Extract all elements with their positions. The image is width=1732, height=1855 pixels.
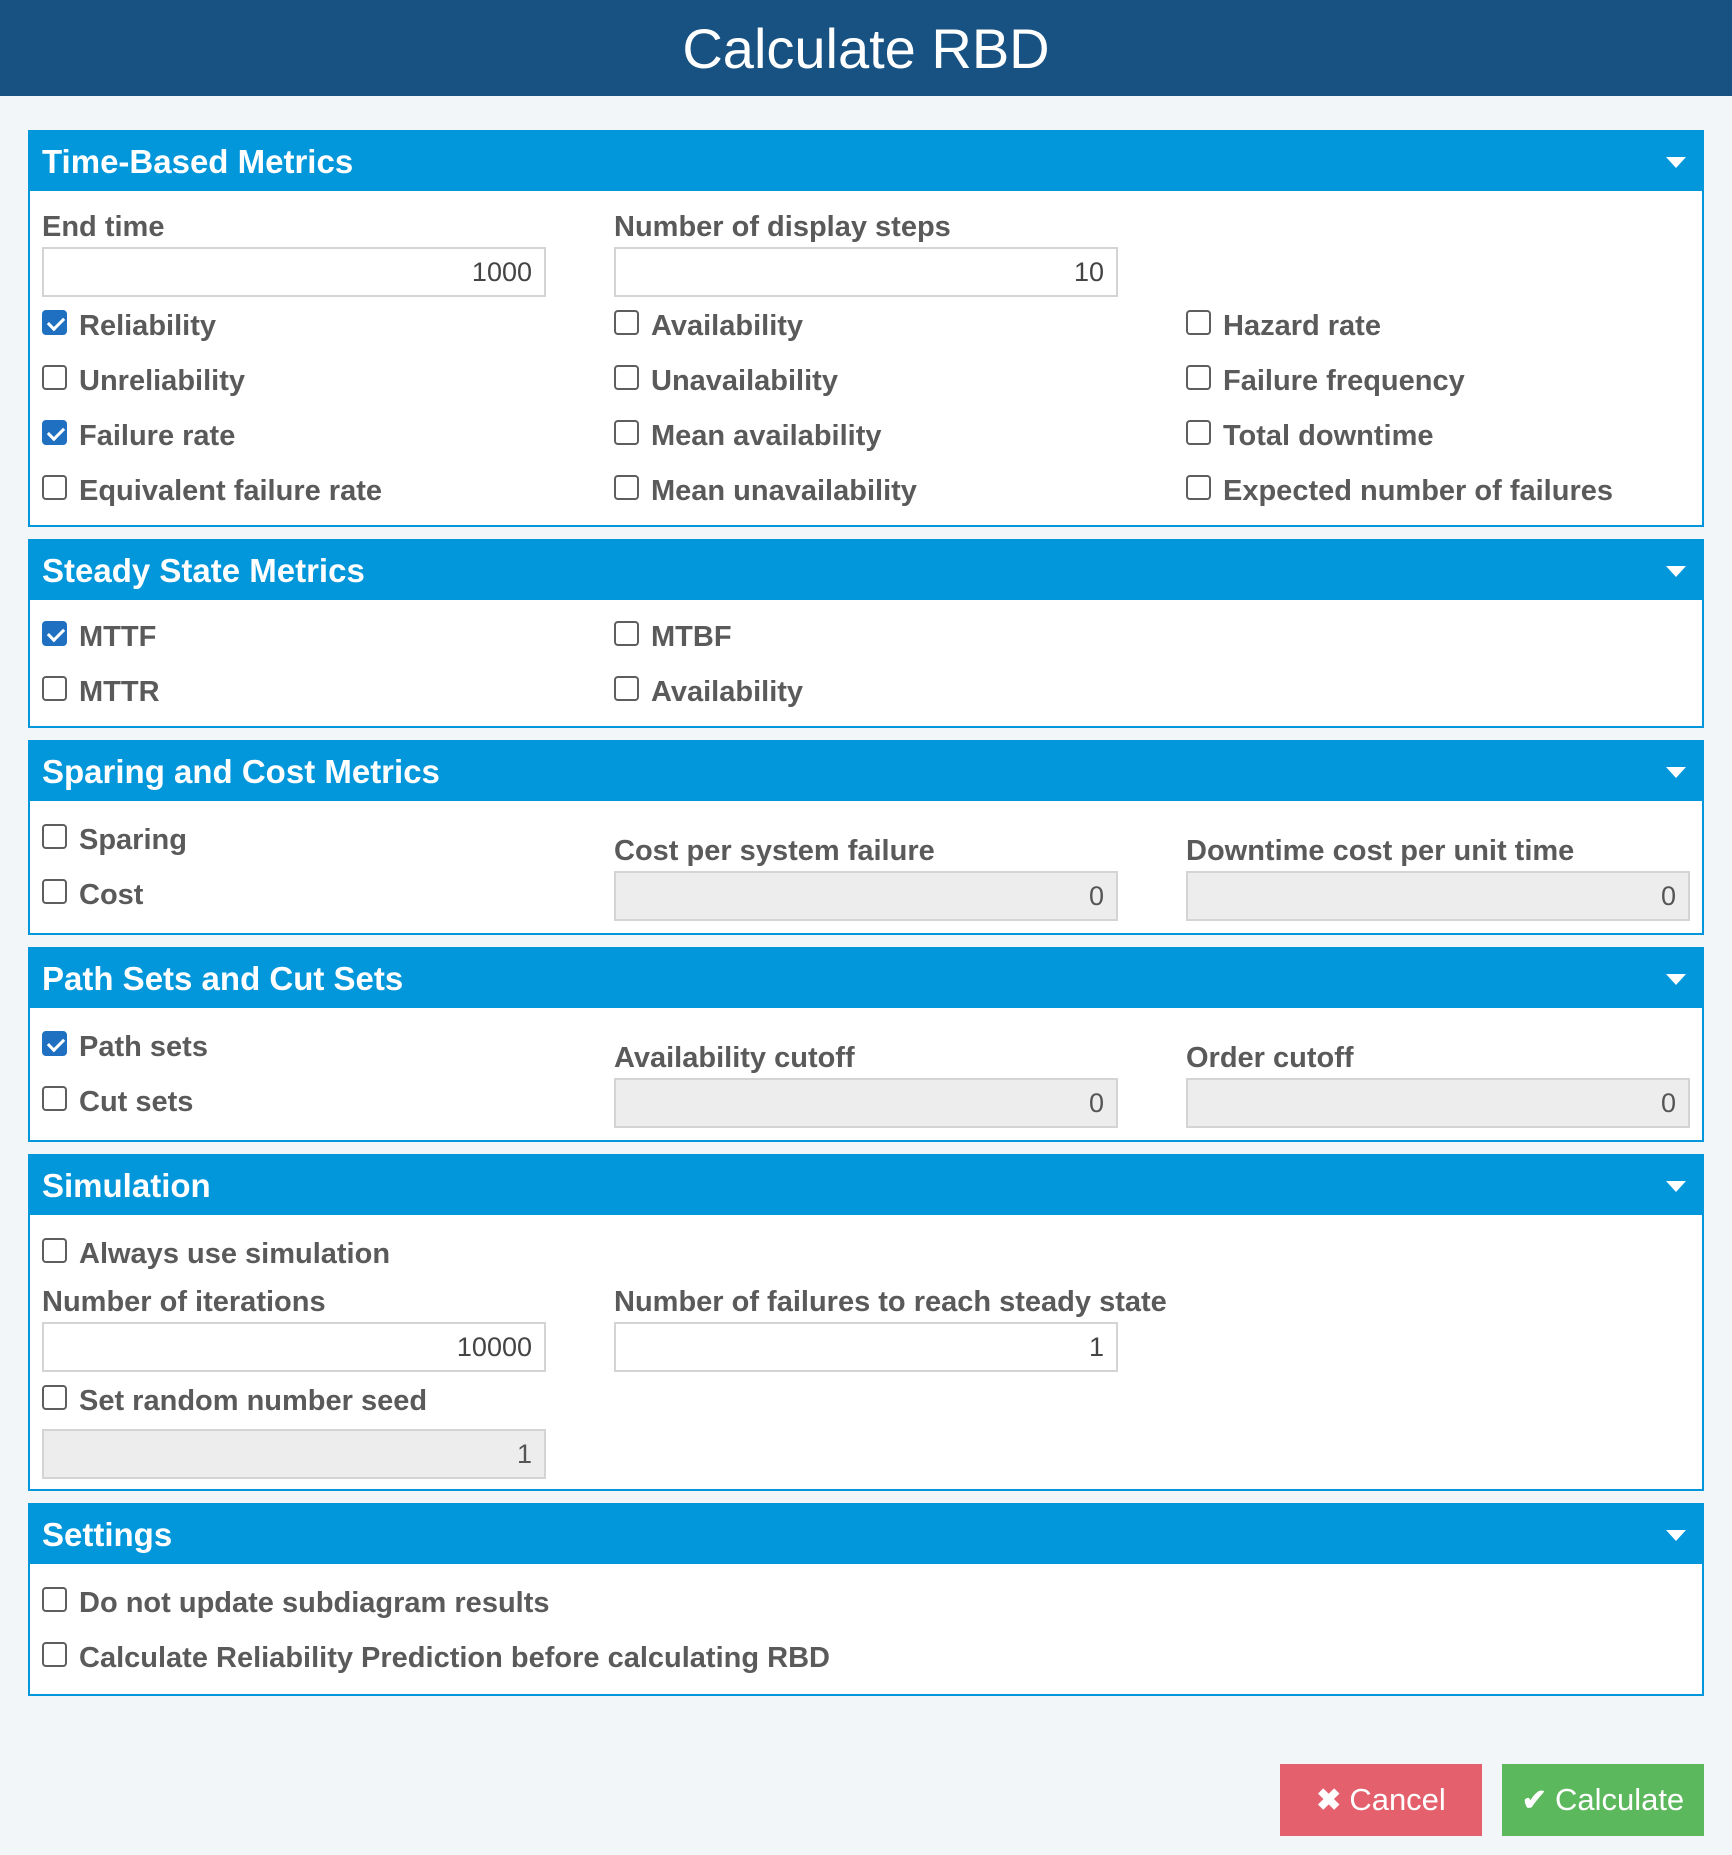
cost-per-failure-input[interactable] <box>614 871 1118 921</box>
hazard-rate-checkbox[interactable] <box>1186 299 1690 354</box>
sparing-cost-metrics-header[interactable] <box>30 742 1702 801</box>
checkbox-icon[interactable] <box>1186 475 1211 500</box>
downtime-cost-input[interactable] <box>1186 871 1690 921</box>
end-time-label: End time <box>42 211 165 243</box>
checkbox-label: MTTF <box>79 621 157 653</box>
collapse-caret-icon[interactable] <box>1666 157 1686 168</box>
mttf-checkbox[interactable] <box>42 610 614 665</box>
checkbox-label: Hazard rate <box>1223 310 1381 342</box>
simulation-panel <box>28 1154 1704 1491</box>
checkbox-label: Availability <box>651 310 804 342</box>
checkbox-label: Total downtime <box>1223 420 1434 452</box>
checkbox-icon[interactable] <box>42 1642 67 1667</box>
cancel-label: Cancel <box>1349 1782 1446 1817</box>
calc-prediction-checkbox[interactable] <box>42 1631 1690 1686</box>
collapse-caret-icon[interactable] <box>1666 1181 1686 1192</box>
panel-title: Time-Based Metrics <box>42 142 354 180</box>
cost-per-failure-label: Cost per system failure <box>614 835 935 867</box>
availability-cutoff-input[interactable] <box>614 1078 1118 1128</box>
checkbox-icon[interactable] <box>42 824 67 849</box>
collapse-caret-icon[interactable] <box>1666 974 1686 985</box>
order-cutoff-label: Order cutoff <box>1186 1042 1354 1074</box>
checkbox-label: MTTR <box>79 676 160 708</box>
checkbox-label: Do not update subdiagram results <box>79 1587 550 1619</box>
checkbox-checked-icon[interactable] <box>42 1031 67 1056</box>
expected-failures-checkbox[interactable] <box>1186 464 1690 519</box>
equivalent-failure-rate-checkbox[interactable] <box>42 464 614 519</box>
time-based-metrics-panel <box>28 130 1704 527</box>
checkbox-label: Mean availability <box>651 420 882 452</box>
path-cut-sets-panel <box>28 947 1704 1142</box>
panel-title: Simulation <box>42 1166 211 1204</box>
checkbox-label: Calculate Reliability Prediction before calculating RBD <box>79 1642 830 1674</box>
checkbox-icon[interactable] <box>42 676 67 701</box>
checkbox-icon[interactable] <box>42 1086 67 1111</box>
cost-checkbox[interactable] <box>42 868 614 923</box>
order-cutoff-input[interactable] <box>1186 1078 1690 1128</box>
no-update-subdiagram-checkbox[interactable] <box>42 1576 1690 1631</box>
cancel-button[interactable] <box>1280 1764 1482 1836</box>
random-seed-input[interactable] <box>42 1429 546 1479</box>
checkbox-label: Failure frequency <box>1223 365 1465 397</box>
checkbox-icon[interactable] <box>42 1587 67 1612</box>
sparing-cost-metrics-panel <box>28 740 1704 935</box>
checkbox-icon[interactable] <box>614 365 639 390</box>
checkbox-label: Failure rate <box>79 420 236 452</box>
dialog-footer <box>0 1708 1732 1836</box>
checkbox-icon[interactable] <box>1186 365 1211 390</box>
settings-header[interactable] <box>30 1505 1702 1564</box>
downtime-cost-label: Downtime cost per unit time <box>1186 835 1575 867</box>
availability-cutoff-label: Availability cutoff <box>614 1042 855 1074</box>
panel-title: Sparing and Cost Metrics <box>42 752 440 790</box>
sparing-checkbox[interactable] <box>42 813 614 868</box>
checkbox-label: Cost <box>79 879 144 911</box>
collapse-caret-icon[interactable] <box>1666 1530 1686 1541</box>
panel-title: Path Sets and Cut Sets <box>42 959 404 997</box>
mtbf-checkbox[interactable] <box>614 610 1186 665</box>
dialog-titlebar <box>0 0 1732 96</box>
collapse-caret-icon[interactable] <box>1666 566 1686 577</box>
checkbox-icon[interactable] <box>42 1385 67 1410</box>
always-use-simulation-checkbox[interactable] <box>42 1227 1690 1282</box>
checkbox-icon[interactable] <box>614 621 639 646</box>
unreliability-checkbox[interactable] <box>42 354 614 409</box>
cut-sets-checkbox[interactable] <box>42 1075 614 1130</box>
failures-steady-label: Number of failures to reach steady state <box>614 1286 1167 1318</box>
simulation-header[interactable] <box>30 1156 1702 1215</box>
close-icon: ✖ <box>1316 1783 1342 1817</box>
checkbox-label: Set random number seed <box>79 1385 428 1417</box>
checkbox-icon[interactable] <box>614 420 639 445</box>
path-sets-checkbox[interactable] <box>42 1020 614 1075</box>
iterations-label: Number of iterations <box>42 1286 326 1318</box>
mttr-checkbox[interactable] <box>42 665 614 720</box>
checkbox-icon[interactable] <box>614 475 639 500</box>
iterations-input[interactable] <box>42 1322 546 1372</box>
checkbox-label: Sparing <box>79 824 187 856</box>
checkbox-icon[interactable] <box>1186 420 1211 445</box>
checkbox-label: Path sets <box>79 1031 208 1063</box>
checkbox-checked-icon[interactable] <box>42 621 67 646</box>
failure-rate-checkbox[interactable] <box>42 409 614 464</box>
checkbox-icon[interactable] <box>42 475 67 500</box>
checkbox-icon[interactable] <box>42 1238 67 1263</box>
checkbox-label: Always use simulation <box>79 1238 391 1270</box>
checkbox-label: Cut sets <box>79 1086 194 1118</box>
checkbox-label: Unreliability <box>79 365 245 397</box>
panel-title: Settings <box>42 1515 173 1553</box>
panel-title: Steady State Metrics <box>42 551 365 589</box>
display-steps-label: Number of display steps <box>614 211 951 243</box>
checkbox-icon[interactable] <box>1186 310 1211 335</box>
checkbox-label: Reliability <box>79 310 216 342</box>
checkbox-label: Equivalent failure rate <box>79 475 382 507</box>
checkmark-icon: ✔ <box>1521 1783 1547 1817</box>
display-steps-input[interactable] <box>614 247 1118 297</box>
unavailability-checkbox[interactable] <box>614 354 1186 409</box>
settings-panel <box>28 1503 1704 1696</box>
steady-availability-checkbox[interactable] <box>614 665 1186 720</box>
dialog-title: Calculate RBD <box>682 16 1050 80</box>
collapse-caret-icon[interactable] <box>1666 767 1686 778</box>
checkbox-label: MTBF <box>651 621 732 653</box>
availability-checkbox[interactable] <box>614 299 1186 354</box>
end-time-input[interactable] <box>42 247 546 297</box>
checkbox-label: Unavailability <box>651 365 838 397</box>
checkbox-icon[interactable] <box>614 676 639 701</box>
checkbox-label: Mean unavailability <box>651 475 917 507</box>
checkbox-icon[interactable] <box>42 879 67 904</box>
failures-steady-input[interactable] <box>614 1322 1118 1372</box>
failure-frequency-checkbox[interactable] <box>1186 354 1690 409</box>
checkbox-icon[interactable] <box>42 365 67 390</box>
checkbox-label: Expected number of failures <box>1223 475 1613 507</box>
mean-availability-checkbox[interactable] <box>614 409 1186 464</box>
mean-unavailability-checkbox[interactable] <box>614 464 1186 519</box>
calculate-label: Calculate <box>1554 1782 1685 1817</box>
checkbox-icon[interactable] <box>614 310 639 335</box>
total-downtime-checkbox[interactable] <box>1186 409 1690 464</box>
steady-state-metrics-header[interactable] <box>30 541 1702 600</box>
reliability-checkbox[interactable] <box>42 299 614 354</box>
dialog-content <box>0 96 1732 1696</box>
checkbox-label: Availability <box>651 676 804 708</box>
path-cut-sets-header[interactable] <box>30 949 1702 1008</box>
checkbox-checked-icon[interactable] <box>42 310 67 335</box>
checkbox-checked-icon[interactable] <box>42 420 67 445</box>
calculate-button[interactable] <box>1502 1764 1704 1836</box>
time-based-metrics-header[interactable] <box>30 132 1702 191</box>
random-seed-checkbox[interactable] <box>42 1374 1690 1429</box>
steady-state-metrics-panel <box>28 539 1704 728</box>
